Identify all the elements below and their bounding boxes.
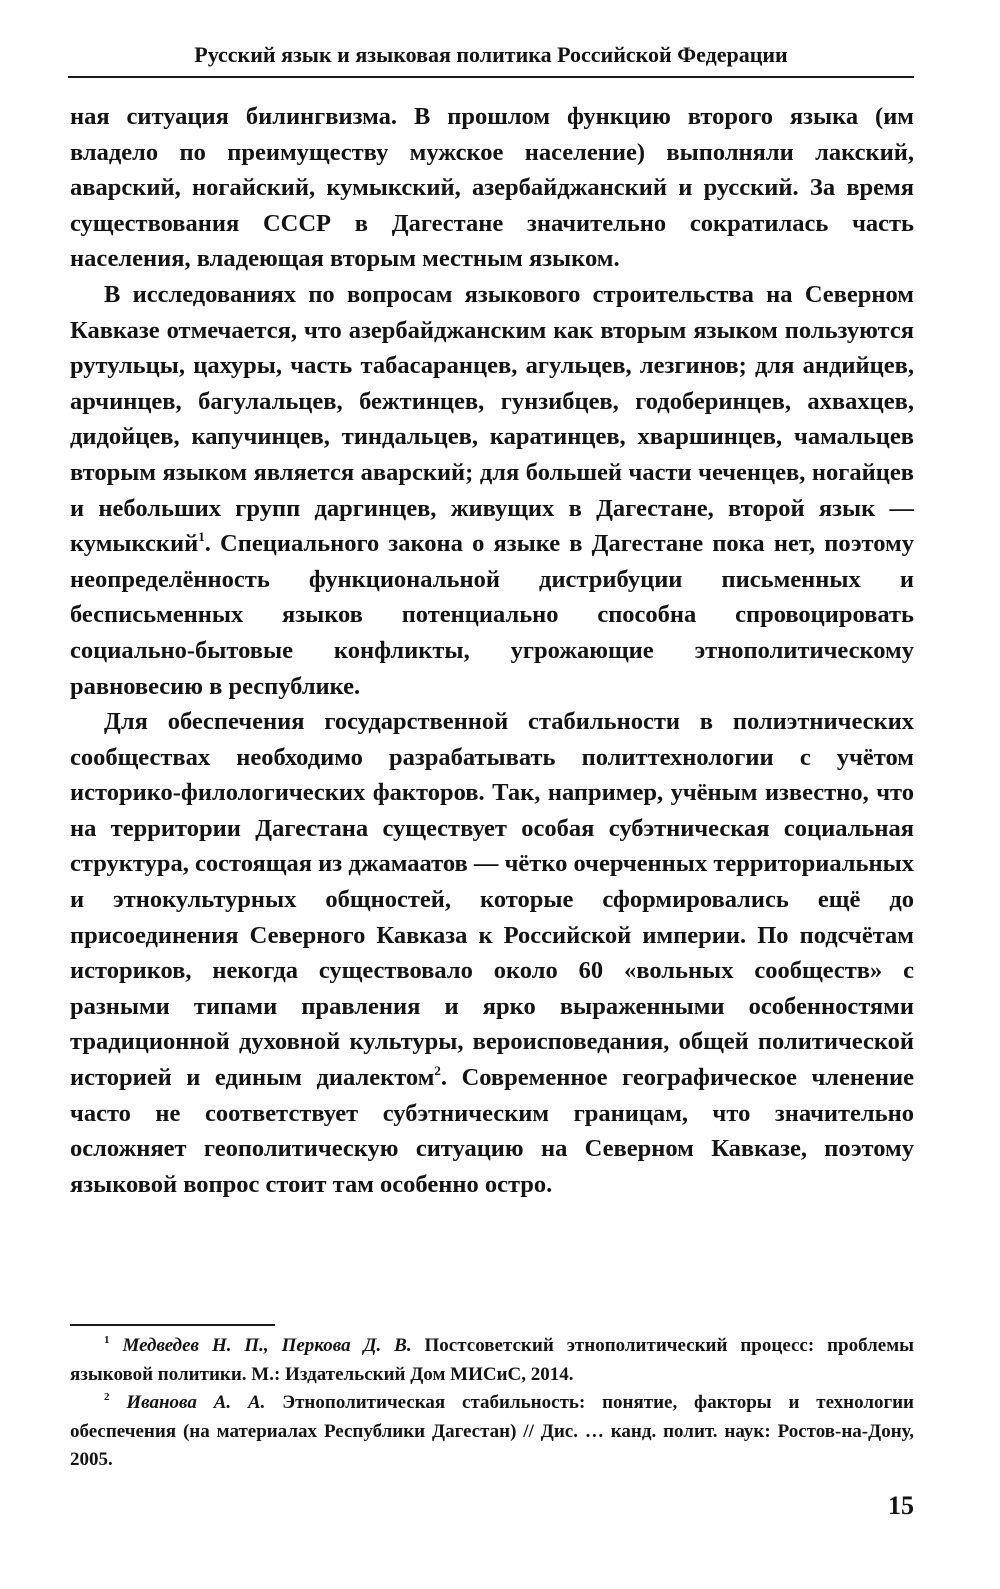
running-header: Русский язык и языковая политика Российской Федерации (68, 42, 914, 78)
footnote-2 (70, 1389, 914, 1475)
footnote-mark: 2 (104, 1391, 110, 1403)
footnotes (70, 1332, 914, 1475)
footnote-text: Постсоветский этнополитический процесс: проблемы языковой политики. М.: Издательский Дом МИСиС, 2014. (70, 1335, 915, 1385)
footnote-mark: 1 (104, 1334, 110, 1346)
footnote-authors: Медведев Н. П., Перкова Д. В. (122, 1335, 412, 1356)
paragraph-3-part-2: . Современное географическое членение часто не соответствует субэтническим границам, что значительно осложняет геополитическую ситуацию на Северном Кавказе, поэтому языковой вопрос стоит там особенно остро. (70, 1064, 914, 1198)
paragraph-1: ная ситуация билингвизма. В прошлом функцию второго языка (им владело по преимуществу мужское население) выполняли лакский, аварский, ногайский, кумыкский, азербайджанский и русский. За время существования СССР в Дагестане значительно сократилась часть населения, владеющая вторым местным языком. (70, 103, 914, 273)
main-text (70, 99, 914, 1202)
paragraph-2-part-1: В исследованиях по вопросам языкового строительства на Северном Кавказе отмечается, что азербайджанским как вторым языком пользуются рутульцы, цахуры, часть табасаранцев, агульцев, лезгинов; для андийцев, арчинцев, багулальцев, бежтинцев, гунзибцев, годоберинцев, ахвахцев, дидойцев, капучинцев, тиндальцев, каратинцев, хваршинцев, чамальцев вторым языком является аварский; для большей части чеченцев, ногайцев и небольших групп даргинцев, живущих в Дагестане, второй язык — кумыкский (70, 280, 914, 558)
footnote-ref-2: 2 (434, 1063, 441, 1079)
footnote-text: Этнополитическая стабильность: понятие, факторы и технологии обеспечения (на материалах Республики Дагестан) // Дис. … канд. полит. наук: Ростов-на-Дону, 2005. (70, 1392, 915, 1470)
paragraph-3-part-1: Для обеспечения государственной стабильности в полиэтнических сообществах необходимо разрабатывать политтехнологии с учётом историко-филологических факторов. Так, например, учёным известно, что на территории Дагестана существует особая субэтническая социальная структура, состоящая из джамаатов — чётко очерченных территориальных и этнокультурных общностей, которые сформировались ещё до присоединения Северного Кавказа к Российской империи. По подсчётам историков, некогда существовало около 60 «вольных сообществ» с разными типами правления и ярко выраженными особенностями традиционной духовной культуры, вероисповедания, общей политической историей и единым диалектом (70, 708, 914, 1092)
footnote-ref-1: 1 (198, 529, 205, 545)
paragraph-3 (70, 704, 914, 1202)
paragraph-2 (70, 277, 914, 704)
footnote-divider (70, 1324, 275, 1326)
paragraph-2-part-2: . Специального закона о языке в Дагестане пока нет, поэтому неопределённость функциональной дистрибуции письменных и бесписьменных языков потенциально способна спровоцировать социально-бытовые конфликты, угрожающие этнополитическому равновесию в республике. (70, 530, 914, 700)
footnote-authors: Иванова А. А. (126, 1392, 266, 1413)
footnote-1 (70, 1332, 914, 1389)
page-number: 15 (888, 1491, 914, 1520)
